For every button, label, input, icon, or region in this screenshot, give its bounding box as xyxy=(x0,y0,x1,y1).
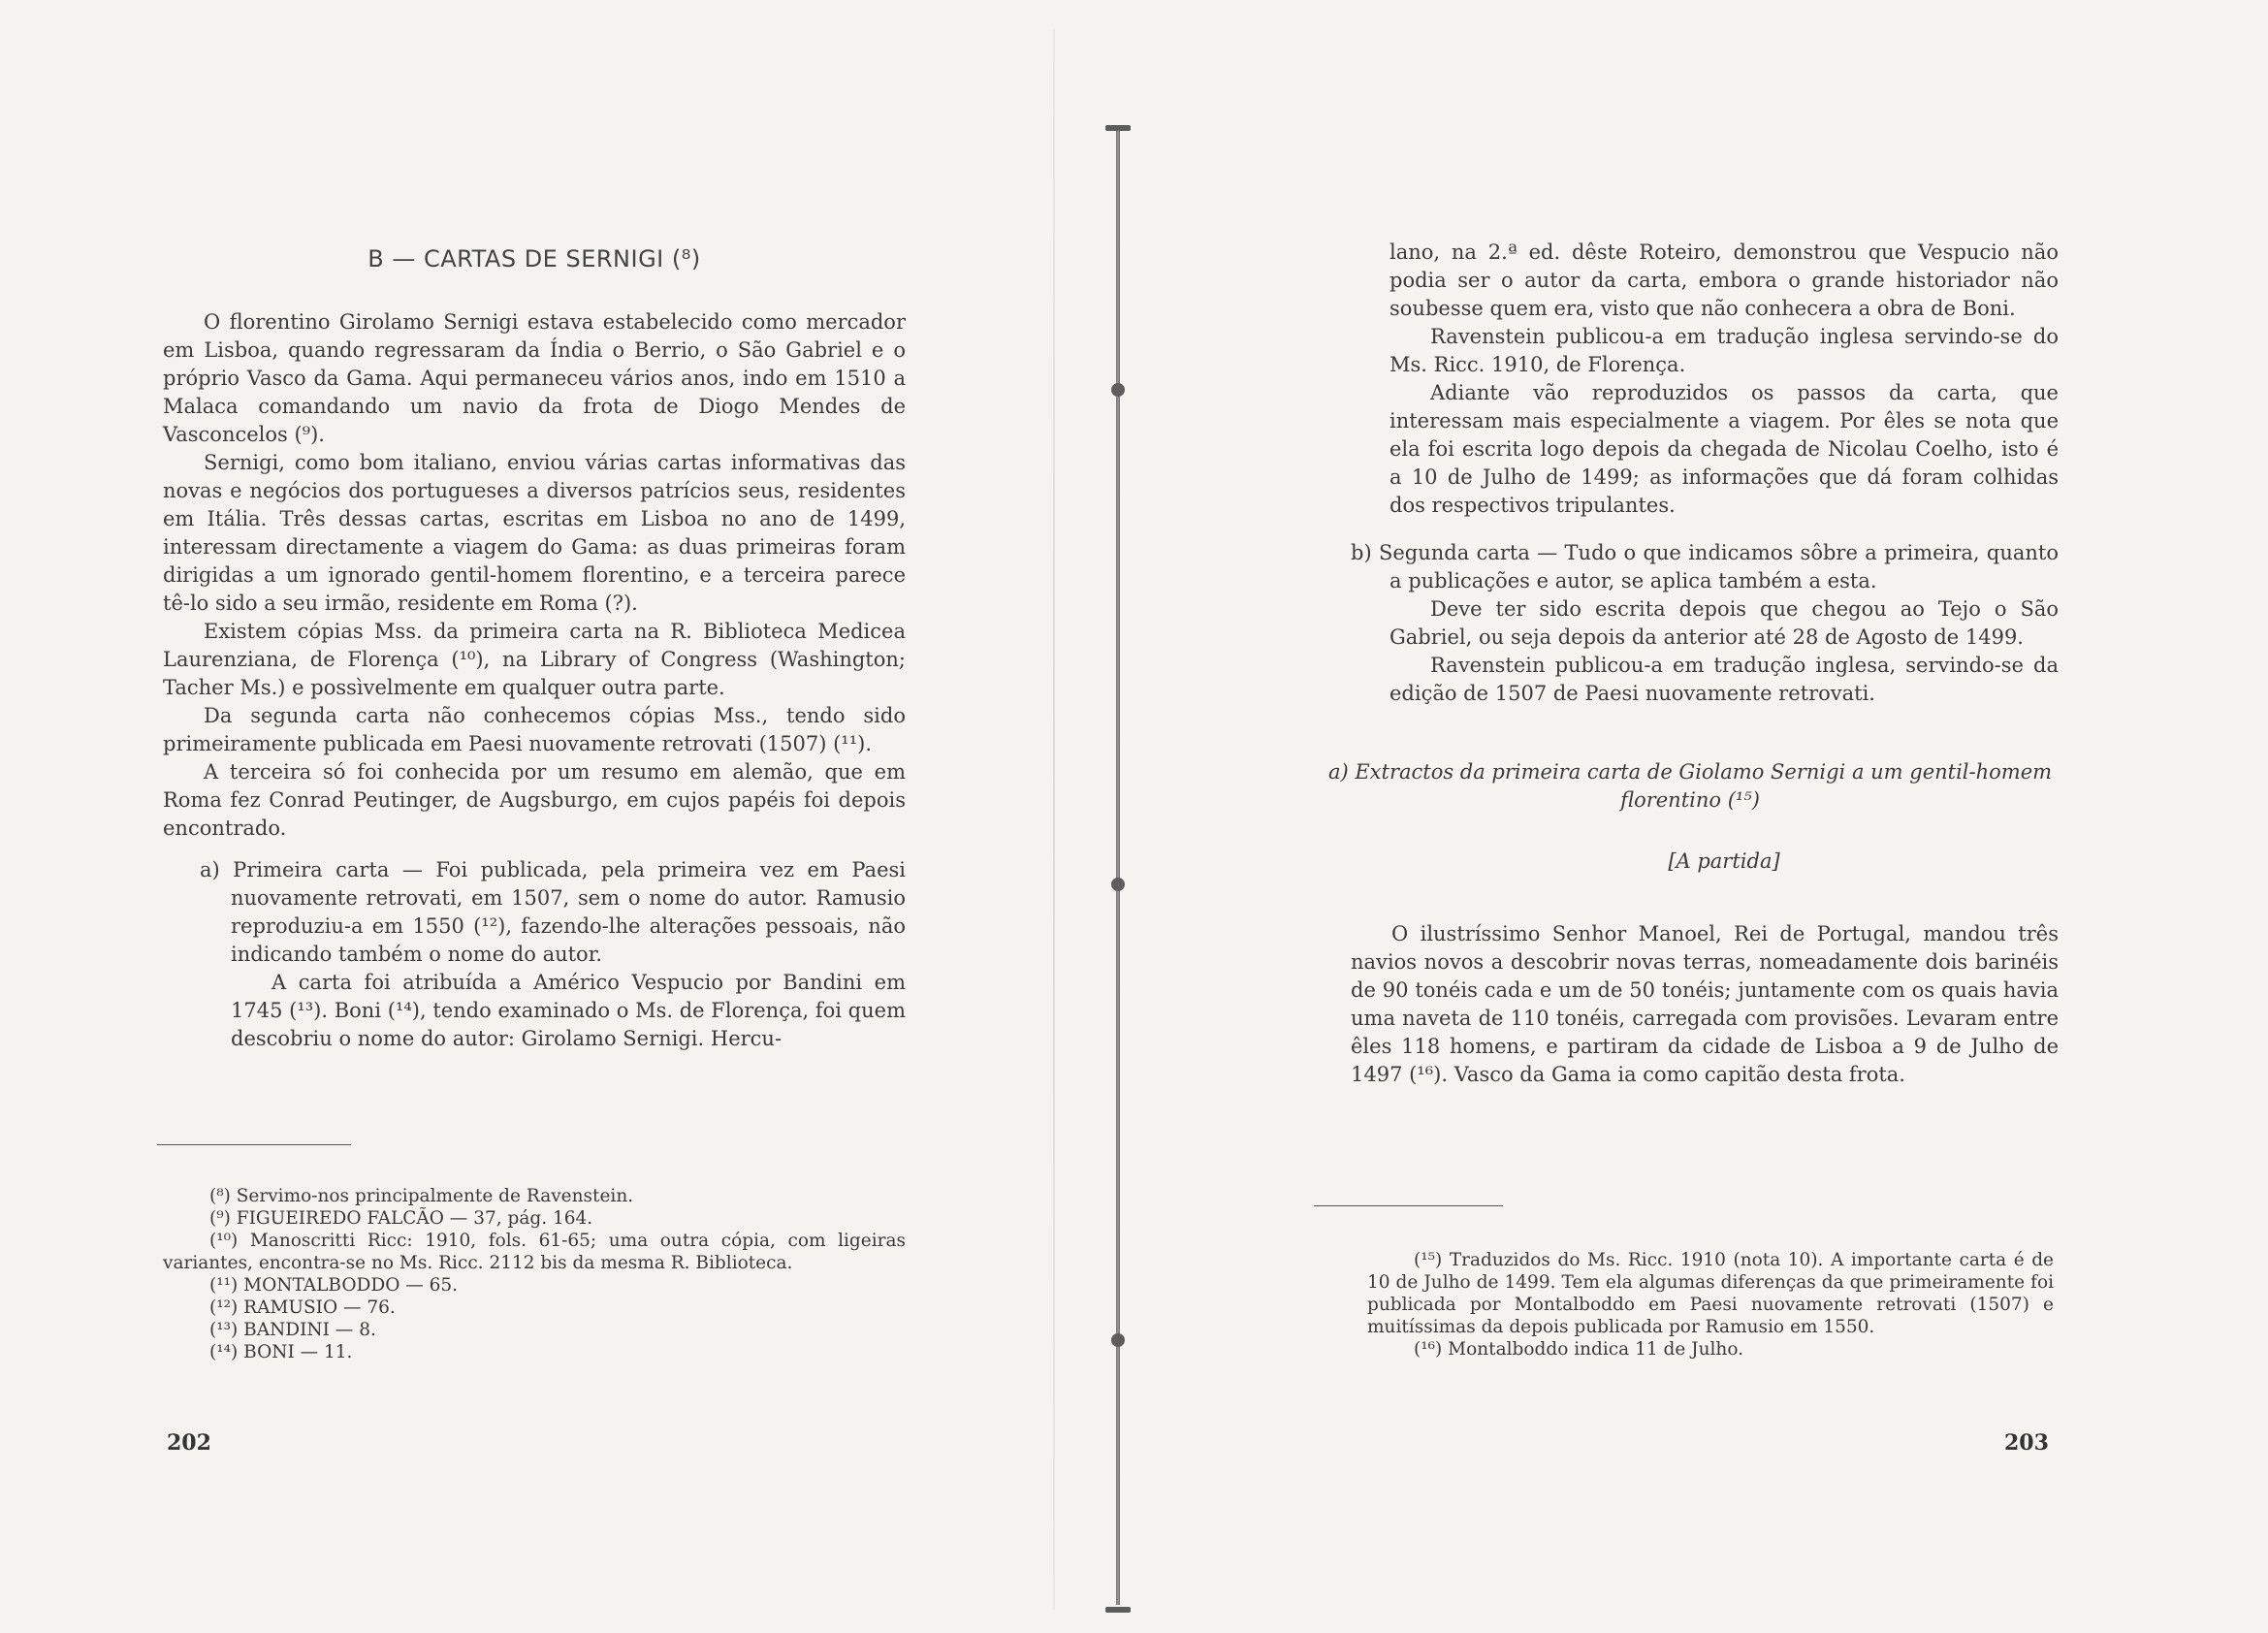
footnote: (¹¹) MONTALBODDO — 65. xyxy=(209,1275,459,1296)
page-number-right: 203 xyxy=(2004,1430,2049,1456)
paragraph: Ravenstein publicou-a em tradução inglesa servindo-se do Ms. Ricc. 1910, de Florença. xyxy=(1390,325,2059,376)
footnote: (¹²) RAMUSIO — 76. xyxy=(209,1297,396,1318)
binding-spine xyxy=(1105,121,1131,1615)
subsection-title: [A partida] xyxy=(1668,849,1780,873)
footnotes-right xyxy=(1367,1249,2054,1361)
footnote: (¹⁶) Montalboddo indica 11 de Julho. xyxy=(1414,1339,1744,1360)
footnote: (¹⁰) Manoscritti Ricc: 1910, fols. 61-65; uma outra cópia, com ligeiras variantes, encontra-se no Ms. Ricc. 2112 bis da mesma R. Biblioteca. xyxy=(163,1231,906,1273)
section-heading: B — CARTAS DE SERNIGI (⁸) xyxy=(367,245,701,272)
footnote-rule xyxy=(1314,1205,1503,1206)
footnote: (⁹) FIGUEIREDO FALCÃO — 37, pág. 164. xyxy=(209,1208,593,1229)
footnote-rule xyxy=(157,1144,351,1145)
gutter xyxy=(1053,29,1055,1610)
footnote: (¹⁵) Traduzidos do Ms. Ricc. 1910 (nota 10). A importante carta é de 10 de Julho de 1499. Tem ela algumas diferenças da que primeiramente foi publicada por Montalboddo em Paesi nuovamente retrovati (1507) e muitíssimas da depois publicada por Ramusio em 1550. xyxy=(1367,1250,2054,1337)
paragraph: Ravenstein publicou-a em tradução inglesa, servindo-se da edição de 1507 de Paesi nuovamente retrovati. xyxy=(1390,654,2059,705)
footnote: (⁸) Servimo-nos principalmente de Ravenstein. xyxy=(209,1186,634,1206)
paragraph: A carta foi atribuída a Américo Vespucio por Bandini em 1745 (¹³). Boni (¹⁴), tendo examinado o Ms. de Florença, foi quem descobriu o nome do autor: Girolamo Sernigi. Hercu- xyxy=(231,971,906,1050)
item-segunda-carta: b) Segunda carta — Tudo o que indicamos sôbre a primeira, quanto a publicações e autor, se aplica também a esta. xyxy=(1351,541,2059,592)
footnote: (¹³) BANDINI — 8. xyxy=(209,1320,376,1340)
spine-knot xyxy=(1111,383,1125,397)
right-text-column xyxy=(1327,239,2059,1089)
paragraph: Da segunda carta não conhecemos cópias Mss., tendo sido primeiramente publicada em Paesi nuovamente retrovati (1507) (¹¹). xyxy=(163,704,906,755)
paragraph: Existem cópias Mss. da primeira carta na R. Biblioteca Medicea Laurenziana, de Florença (¹⁰), na Library of Congress (Washington; Tacher Ms.) e possìvelmente em qualquer outra parte. xyxy=(163,620,906,699)
spine-bottom-cap xyxy=(1105,1607,1131,1613)
paragraph: Sernigi, como bom italiano, enviou várias cartas informativas das novas e negócios dos portugueses a diversos patrícios seus, residentes em Itália. Três dessas cartas, escritas em Lisboa no ano de 1499, interessam directamente a viagem do Gama: as duas primeiras foram dirigidas a um ignorado gentil-homem florentino, e a terceira parece tê-lo sido a seu irmão, residente em Roma (?). xyxy=(163,451,906,615)
paragraph: lano, na 2.ª ed. dêste Roteiro, demonstrou que Vespucio não podia ser o autor da carta, embora o grande historiador não soubesse quem era, visto que não conhecera a obra de Boni. xyxy=(1390,240,2059,320)
paragraph: O florentino Girolamo Sernigi estava estabelecido como mercador em Lisboa, quando regressaram da Índia o Berrio, o São Gabriel e o próprio Vasco da Gama. Aqui permaneceu vários anos, indo em 1510 a Malaca comandando um navio da frota de Diogo Mendes de Vasconcelos (⁹). xyxy=(163,310,906,446)
spine-knot xyxy=(1111,1333,1125,1347)
spine-knot xyxy=(1111,878,1125,891)
paragraph: Adiante vão reproduzidos os passos da carta, que interessam mais especialmente a viagem. Por êles se nota que ela foi escrita logo depois da chegada de Nicolau Coelho, isto é a 10 de Julho de 1499; as informações que dá foram colhidas dos respectivos tripulantes. xyxy=(1390,381,2059,517)
section-title: a) Extractos da primeira carta de Giolamo Sernigi a um gentil-homem florentino (¹⁵) xyxy=(1327,760,2053,812)
left-text-column xyxy=(163,308,906,1053)
item-primeira-carta: a) Primeira carta — Foi publicada, pela primeira vez em Paesi nuovamente retrovati, em 1507, sem o nome do autor. Ramusio reproduziu-a em 1550 (¹²), fazendo-lhe alterações pessoais, não indicando também o nome do autor. xyxy=(200,858,906,966)
footnotes-left xyxy=(163,1185,906,1363)
paragraph: O ilustríssimo Senhor Manoel, Rei de Portugal, mandou três navios novos a descobrir novas terras, nomeadamente dois barinéis de 90 tonéis cada e um de 50 tonéis; juntamente com os quais havia uma naveta de 110 tonéis, carregada com provisões. Levaram entre êles 118 homens, e partiram da cidade de Lisboa a 9 de Julho de 1497 (¹⁶). Vasco da Gama ia como capitão desta frota. xyxy=(1351,922,2059,1086)
paragraph: A terceira só foi conhecida por um resumo em alemão, que em Roma fez Conrad Peutinger, de Augsburgo, em cujos papéis foi depois encontrado. xyxy=(163,760,906,840)
paragraph: Deve ter sido escrita depois que chegou ao Tejo o São Gabriel, ou seja depois da anterior até 28 de Agosto de 1499. xyxy=(1390,597,2059,649)
spine-rod xyxy=(1116,131,1120,1605)
page-number-left: 202 xyxy=(167,1430,211,1456)
footnote: (¹⁴) BONI — 11. xyxy=(209,1342,353,1362)
